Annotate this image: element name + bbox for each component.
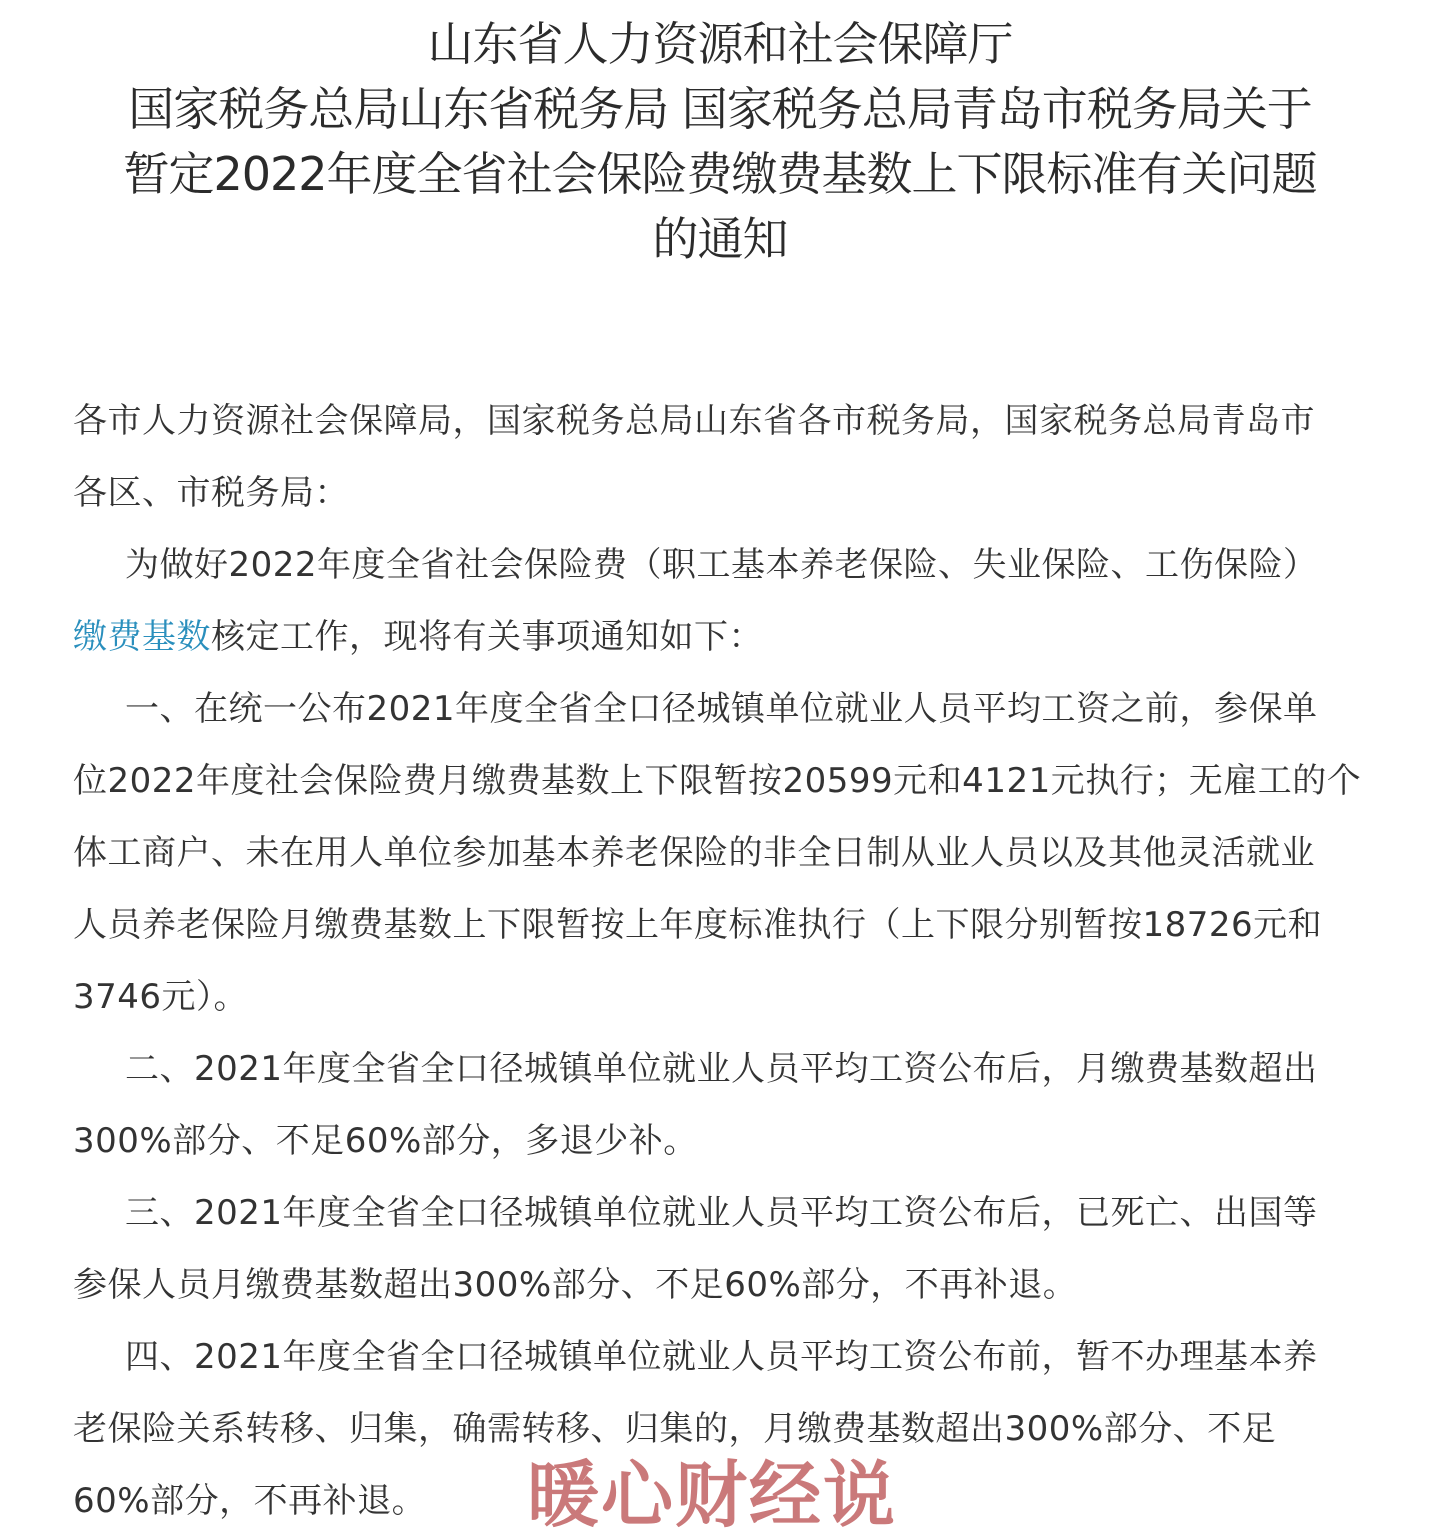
- intro-line-text: 核定工作，现将有关事项通知如下：: [211, 617, 763, 657]
- item-line: 四、2021年度全省全口径城镇单位就业人员平均工资公布前，暂不办理基本养: [125, 1337, 1318, 1377]
- salutation-line: 各市人力资源社会保障局，国家税务总局山东省各市税务局，国家税务总局青岛市: [73, 401, 1315, 441]
- salutation: [73, 385, 1393, 529]
- item-line: 位2022年度社会保险费月缴费基数上下限暂按20599元和4121元执行；无雇工的个: [73, 761, 1362, 801]
- payment-base-link[interactable]: 缴费基数: [73, 617, 211, 657]
- item-line: 一、在统一公布2021年度全省全口径城镇单位就业人员平均工资之前，参保单: [125, 689, 1318, 729]
- item-line: 3746元）。: [73, 977, 249, 1017]
- item-2: [73, 1033, 1393, 1177]
- item-1: [73, 673, 1393, 1033]
- document-title: [0, 12, 1440, 272]
- item-line: 老保险关系转移、归集，确需转移、归集的，月缴费基数超出300%部分、不足: [73, 1409, 1277, 1449]
- item-line: 60%部分，不再补退。: [73, 1481, 427, 1521]
- watermark: 暖心财经说: [527, 1453, 898, 1537]
- title-line-subject: 暂定2022年度全省社会保险费缴费基数上下限标准有关问题: [123, 147, 1317, 201]
- salutation-line: 各区、市税务局：: [73, 473, 349, 513]
- item-line: 二、2021年度全省全口径城镇单位就业人员平均工资公布后，月缴费基数超出: [125, 1049, 1318, 1089]
- item-3: [73, 1177, 1393, 1321]
- title-line-notice: 的通知: [652, 212, 788, 266]
- item-line: 300%部分、不足60%部分，多退少补。: [73, 1121, 698, 1161]
- item-line: 人员养老保险月缴费基数上下限暂按上年度标准执行（上下限分别暂按18726元和: [73, 905, 1323, 945]
- title-line-co-issuers: 国家税务总局山东省税务局 国家税务总局青岛市税务局关于: [128, 82, 1312, 136]
- title-line-issuer: 山东省人力资源和社会保障厅: [427, 17, 1013, 71]
- item-line: 三、2021年度全省全口径城镇单位就业人员平均工资公布后，已死亡、出国等: [125, 1193, 1318, 1233]
- document-body: [73, 385, 1393, 1537]
- intro-line: 为做好2022年度全省社会保险费（职工基本养老保险、失业保险、工伤保险）: [125, 545, 1318, 585]
- intro-paragraph: [73, 529, 1393, 673]
- item-line: 体工商户、未在用人单位参加基本养老保险的非全日制从业人员以及其他灵活就业: [73, 833, 1315, 873]
- item-line: 参保人员月缴费基数超出300%部分、不足60%部分，不再补退。: [73, 1265, 1078, 1305]
- intro-line: [73, 601, 1393, 673]
